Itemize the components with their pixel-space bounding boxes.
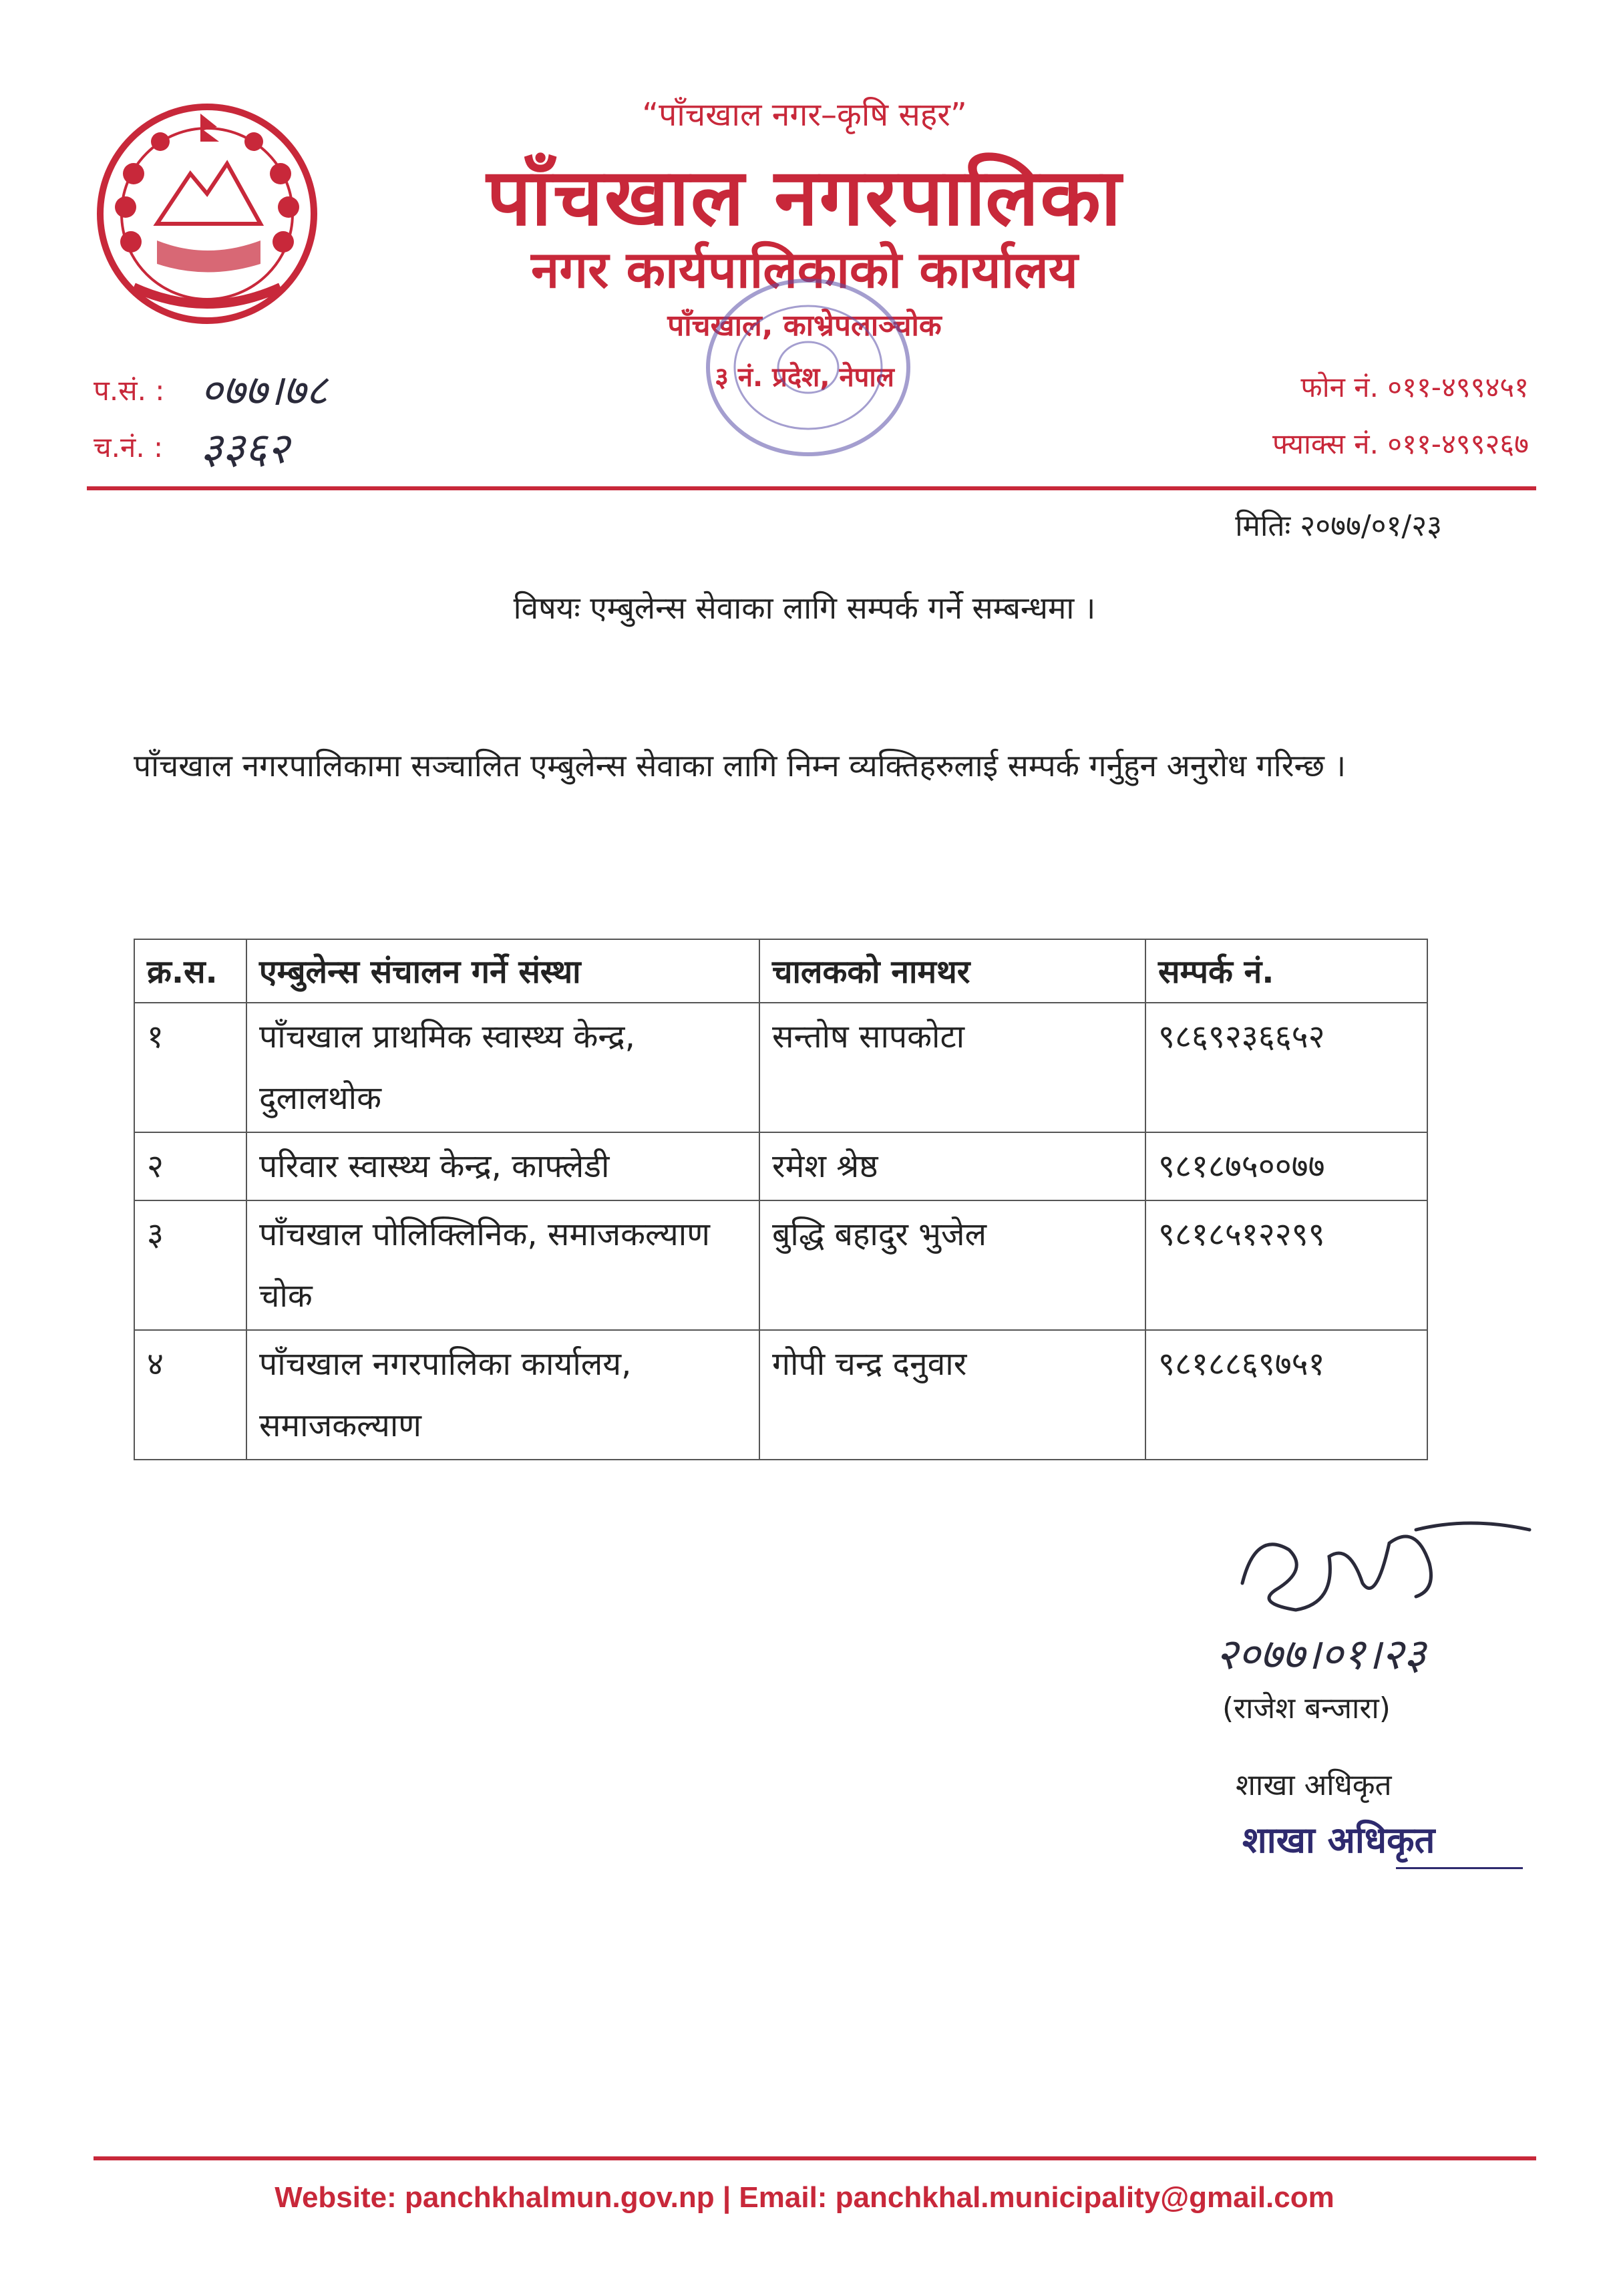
table-row [134,1003,1427,1132]
table-header-row [134,939,1427,1003]
signature-icon [1216,1503,1563,1717]
dispatch-label: च.नं. : [94,431,164,464]
office-province: ३ नं. प्रदेश, नेपाल [715,362,894,393]
row-contact: ९८१८८६९७५१ [1145,1330,1427,1460]
row-contact: ९८६९२३६६५२ [1145,1003,1427,1132]
row-serial: २ [134,1132,246,1200]
row-organization: परिवार स्वास्थ्य केन्द्र, काफ्लेडी [246,1132,759,1200]
row-serial: १ [134,1003,246,1132]
table-row [134,1200,1427,1330]
letter-subject: विषयः एम्बुलेन्स सेवाका लागि सम्पर्क गर्ने सम्बन्धमा । [513,590,1096,626]
row-organization: पाँचखाल नगरपालिका कार्यालय, समाजकल्याण [246,1330,759,1460]
header-driver: चालकको नामथर [759,939,1145,1003]
signatory-title: शाखा अधिकृत [1236,1768,1392,1802]
header-organization: एम्बुलेन्स संचालन गर्ने संस्था [246,939,759,1003]
row-organization: पाँचखाल प्राथमिक स्वास्थ्य केन्द्र, दुलालथोक [246,1003,759,1132]
letter-body: पाँचखाल नगरपालिकामा सञ्चालित एम्बुलेन्स सेवाका लागि निम्न व्यक्तिहरुलाई सम्पर्क गर्नुहुन अनुरोध गरिन्छ । [134,748,1346,784]
row-driver: गोपी चन्द्र दनुवार [759,1330,1145,1460]
footer-divider [94,2156,1536,2160]
row-serial: ३ [134,1200,246,1330]
row-driver: रमेश श्रेष्ठ [759,1132,1145,1200]
signatory-name: (राजेश बन्जारा) [1222,1691,1391,1726]
row-contact: ९८१८७५००७७ [1145,1132,1427,1200]
office-subtitle: नगर कार्यपालिकाको कार्यालय [531,240,1078,299]
header-contact: सम्पर्क नं. [1145,939,1427,1003]
stamp-underline [1396,1867,1523,1869]
dispatch-number: ३३६२ [200,424,290,474]
footer-contact: Website: panchkhalmun.gov.np | Email: panchkhal.municipality@gmail.com [275,2181,1334,2214]
row-driver: सन्तोष सापकोटा [759,1003,1145,1132]
office-stamp-icon [695,267,922,468]
reference-label: प.सं. : [94,374,165,407]
office-name: पाँचखाल नगरपालिका [486,151,1123,243]
ambulance-contact-table [134,939,1428,1460]
designation-stamp: शाखा अधिकृत [1242,1819,1435,1861]
row-organization: पाँचखाल पोलिक्लिनिक, समाजकल्याण चोक [246,1200,759,1330]
header-serial: क्र.स. [134,939,246,1003]
office-address: पाँचखाल, काभ्रेपलाञ्चोक [667,309,942,343]
row-serial: ४ [134,1330,246,1460]
reference-number: ०७७।७८ [200,366,328,416]
row-contact: ९८१८५१२२९९ [1145,1200,1427,1330]
row-driver: बुद्धि बहादुर भुजेल [759,1200,1145,1330]
header-divider [87,486,1536,490]
phone-number: फोन नं. ०११-४९९४५१ [1300,371,1529,403]
fax-number: फ्याक्स नं. ०११-४९९२६७ [1272,428,1529,460]
signature-date: २०७७।०१।२३ [1216,1630,1426,1679]
letter-date: मितिः २०७७/०१/२३ [1235,509,1442,543]
slogan: “पाँचखाल नगर–कृषि सहर” [642,96,967,134]
table-row [134,1132,1427,1200]
table-row [134,1330,1427,1460]
